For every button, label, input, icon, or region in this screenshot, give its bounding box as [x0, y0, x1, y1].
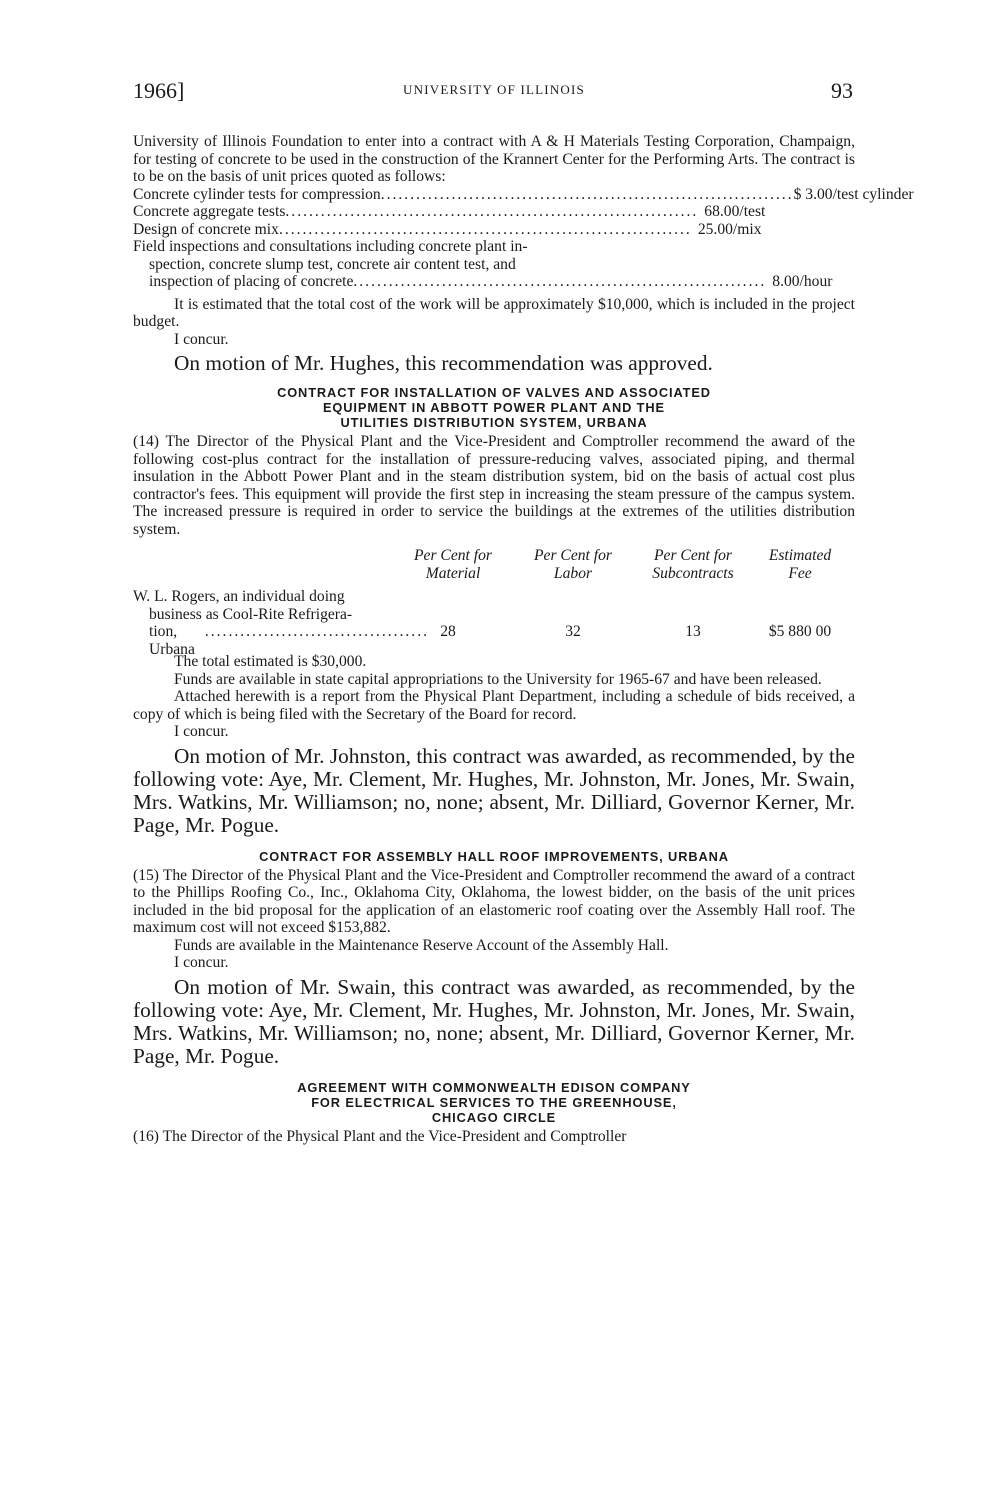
table-cell-subcontracts: 13 [685, 623, 701, 640]
unit-price-label: Design of concrete mix [133, 220, 279, 238]
motion-paragraph: On motion of Mr. Swain, this contract was awarded, as recommended, by the following vote: Aye, Mr. Clement, Mr. Hughes, Mr. Johnston, Mr. Jones, Mr. Swain, Mrs. Watkins, Mr. Williamson; no, none; absent, Mr. Dilliard, Governor Kerner, Mr. Page, Mr. Pogue. [133, 974, 855, 1068]
section-heading [133, 385, 855, 430]
section-heading-line: CONTRACT FOR INSTALLATION OF VALVES AND ASSOCIATED [277, 385, 711, 400]
dot-leader: ...................................... [204, 623, 429, 640]
unit-price-row [133, 203, 855, 221]
unit-price-label: Concrete cylinder tests for compression [133, 185, 381, 203]
unit-price-value: 68.00/test [704, 203, 766, 220]
unit-price-row [133, 273, 855, 291]
running-head-year: 1966] [133, 78, 185, 103]
column-header-line: Material [425, 564, 481, 582]
section-heading: CONTRACT FOR ASSEMBLY HALL ROOF IMPROVEMENTS, URBANA [259, 848, 729, 864]
section-16-paragraph: (16) The Director of the Physical Plant and the Vice-President and Comptroller [133, 1127, 627, 1145]
intro-paragraph: University of Illinois Foundation to enter into a contract with A & H Materials Testing Corporation, Champaign, for testing of concrete to be used in the construction of the Krannert Center for the Performing Arts. The contract is to be on the basis of unit prices quoted as follows: [133, 133, 855, 185]
unit-price-value: $ 3.00/test cylinder [793, 185, 914, 203]
page-body [133, 133, 914, 1145]
table-cell-labor: 32 [565, 623, 581, 640]
section-heading [133, 1080, 855, 1125]
section-heading-line: CHICAGO CIRCLE [431, 1109, 557, 1125]
section-14-paragraph: (14) The Director of the Physical Plant and the Vice-President and Comptroller recommend the award of the following cost-plus contract for the installation of pressure-reducing valves, associated piping, and thermal insulation in the Abbott Power Plant and in the steam distribution system, bid on the basis of actual cost plus contractor's fees. This equipment will provide the first step in increasing the steam pressure of the campus system. The increased pressure is required in order to service the buildings at the extremes of the utilities distribution system. [133, 433, 855, 538]
dot-leader: ...................................................................... [353, 273, 767, 290]
table-cell-fee: $5 880 00 [768, 623, 832, 640]
column-header-line: Fee [788, 564, 812, 582]
contractor-line: business as Cool-Rite Refrigera- [149, 605, 353, 623]
dot-leader: ...................................................................... [278, 220, 692, 238]
column-header [745, 547, 855, 582]
field-inspection-line-2: spection, concrete slump test, concrete air content test, and [149, 255, 516, 273]
motion-paragraph: On motion of Mr. Johnston, this contract was awarded, as recommended, by the following vote: Aye, Mr. Clement, Mr. Hughes, Mr. Johnston, Mr. Jones, Mr. Swain, Mrs. Watkins, Mr. Williamson; no, none; absent, Mr. Dilliard, Governor Kerner, Mr. Page, Mr. Pogue. [133, 743, 855, 837]
section-15-paragraph: (15) The Director of the Physical Plant and the Vice-President and Comptroller recommend the award of a contract to the Phillips Roofing Co., Inc., Oklahoma City, Oklahoma, the lowest bidder, on the basis of the unit prices included in the bid proposal for the application of an elastomeric roof coating over the Assembly Hall roof. The maximum cost will not exceed $153,882. [133, 866, 855, 936]
contractor-line: W. L. Rogers, an individual doing [133, 588, 345, 605]
contractor-line-text: tion, Urbana [149, 623, 195, 658]
column-header-line: Labor [553, 564, 593, 582]
attached-paragraph: Attached herewith is a report from the Physical Plant Department, including a schedule of bids received, a copy of which is being filed with the Secretary of the Board for record. [133, 688, 855, 723]
bid-table [133, 547, 855, 658]
contractor-line [133, 623, 429, 658]
column-header [628, 547, 758, 582]
section-heading-line: FOR ELECTRICAL SERVICES TO THE GREENHOUSE, [311, 1094, 677, 1110]
table-cell-material: 28 [440, 623, 456, 640]
unit-price-value: 8.00/hour [772, 273, 833, 290]
total-estimate-text: The total estimated is $30,000. [174, 653, 367, 670]
funds-paragraph: Funds are available in the Maintenance Reserve Account of the Assembly Hall. [174, 936, 669, 954]
column-header [508, 547, 638, 582]
section-heading-line: EQUIPMENT IN ABBOTT POWER PLANT AND THE [323, 400, 665, 415]
running-head [133, 78, 855, 108]
motion-paragraph: On motion of Mr. Hughes, this recommendation was approved. [174, 351, 713, 375]
contractor-name [133, 588, 429, 658]
column-header-line: Per Cent for [654, 547, 732, 564]
section-heading-line: AGREEMENT WITH COMMONWEALTH EDISON COMPANY [297, 1079, 691, 1095]
concur-text: I concur. [174, 954, 229, 971]
unit-price-row [133, 185, 914, 204]
field-inspection-line-3: inspection of placing of concrete [149, 273, 354, 290]
column-header-line: Per Cent for [534, 547, 612, 564]
dot-leader: ...................................................................... [380, 185, 794, 203]
estimate-paragraph: It is estimated that the total cost of the work will be approximately $10,000, which is included in the project budget. [133, 295, 855, 330]
page-number: 93 [831, 78, 853, 103]
unit-price-list [133, 185, 914, 291]
column-header [388, 547, 518, 582]
column-header-line: Subcontracts [652, 564, 734, 582]
field-inspection-line-1: Field inspections and consultations including concrete plant in- [133, 238, 528, 255]
column-header-line: Per Cent for [414, 547, 492, 564]
dot-leader: ...................................................................... [285, 203, 699, 220]
concur-text: I concur. [174, 330, 229, 348]
unit-price-label: Concrete aggregate tests [133, 203, 286, 220]
column-header-line: Estimated [768, 547, 832, 564]
funds-paragraph: Funds are available in state capital appropriations to the University for 1965-67 and have been released. [174, 670, 822, 688]
unit-price-row [133, 221, 855, 239]
concur-text: I concur. [174, 723, 229, 740]
running-head-title: UNIVERSITY OF ILLINOIS [403, 82, 585, 97]
section-heading-line: UTILITIES DISTRIBUTION SYSTEM, URBANA [340, 415, 648, 430]
unit-price-value: 25.00/mix [697, 220, 762, 238]
